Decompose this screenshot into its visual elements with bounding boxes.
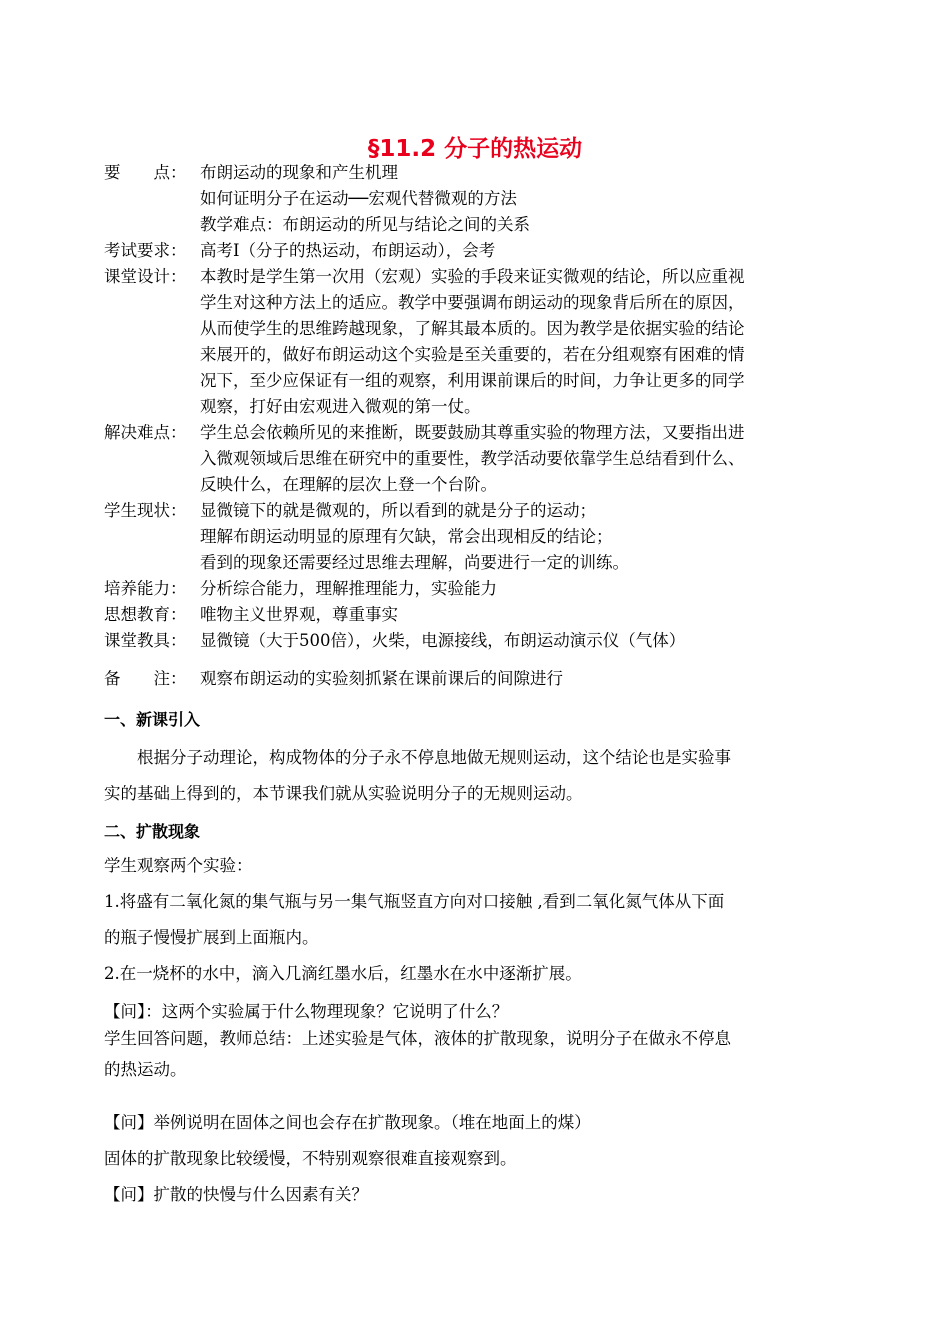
question-1: [104, 998, 849, 1025]
meta-line: 布朗运动的现象和产生机理: [200, 163, 398, 182]
meta-label: 课堂教具：: [104, 631, 187, 650]
paragraph-line: 【问】扩散的快慢与什么因素有关？: [104, 1185, 368, 1204]
paragraph-line: 1.将盛有二氧化氮的集气瓶与另一集气瓶竖直方向对口接触 ,看到二氧化氮气体从下面: [104, 892, 725, 911]
paragraph-line: 学生回答问题，教师总结：上述实验是气体，液体的扩散现象，说明分子在做永不停息: [104, 1029, 731, 1048]
meta-thought: [104, 602, 864, 628]
paragraph-line: 固体的扩散现象比较缓慢，不特别观察很难直接观察到。: [104, 1149, 517, 1168]
paragraph-line: 的瓶子慢慢扩展到上面瓶内。: [104, 928, 319, 947]
meta-label: 要 点：: [104, 163, 187, 182]
meta-label: 课堂设计：: [104, 267, 187, 286]
experiment-2: [104, 956, 849, 992]
section-heading-intro: 一、新课引入: [104, 710, 201, 729]
question-3: [104, 1177, 849, 1213]
answer-2: [104, 1141, 849, 1177]
meta-line: 显微镜下的就是微观的，所以看到的就是分子的运动；: [200, 501, 596, 520]
question-2: [104, 1105, 849, 1141]
meta-line: 如何证明分子在运动──宏观代替微观的方法: [200, 189, 517, 208]
meta-label: 思想教育：: [104, 605, 187, 624]
meta-note: [104, 666, 864, 692]
meta-line: 观察布朗运动的实验刻抓紧在课前课后的间隙进行: [200, 669, 563, 688]
meta-line: 高考Ⅰ（分子的热运动，布朗运动），会考: [200, 241, 496, 260]
meta-line: 况下，至少应保证有一组的观察，利用课前课后的时间，力争让更多的同学: [200, 371, 745, 390]
meta-line: 本教时是学生第一次用（宏观）实验的手段来证实微观的结论，所以应重视: [200, 267, 745, 286]
paragraph-line: 2.在一烧杯的水中，滴入几滴红墨水后，红墨水在水中逐渐扩展。: [104, 964, 582, 983]
meta-students: [104, 498, 864, 576]
meta-line: 学生对这种方法上的适应。教学中要强调布朗运动的现象背后所在的原因，: [200, 293, 745, 312]
answer-1: [104, 1025, 849, 1083]
meta-line: 观察，打好由宏观进入微观的第一仗。: [200, 397, 481, 416]
paragraph-line: 【问】：这两个实验属于什么物理现象？它说明了什么？: [104, 1002, 509, 1021]
meta-key-points: [104, 160, 864, 238]
meta-design: [104, 264, 864, 420]
paragraph-line: 的热运动。: [104, 1060, 187, 1079]
meta-line: 看到的现象还需要经过思维去理解，尚要进行一定的训练。: [200, 553, 629, 572]
paragraph-line: 根据分子动理论，构成物体的分子永不停息地做无规则运动，这个结论也是实验事: [137, 748, 731, 767]
meta-label: 解决难点：: [104, 423, 187, 442]
section-heading-diffusion: 二、扩散现象: [104, 822, 201, 841]
meta-line: 分析综合能力，理解推理能力，实验能力: [200, 579, 497, 598]
meta-line: 入微观领域后思维在研究中的重要性，教学活动要依靠学生总结看到什么、: [200, 449, 745, 468]
meta-difficulty: [104, 420, 864, 498]
meta-line: 反映什么，在理解的层次上登一个台阶。: [200, 475, 497, 494]
meta-line: 理解布朗运动明显的原理有欠缺，常会出现相反的结论；: [200, 527, 613, 546]
meta-line: 从而使学生的思维跨越现象，了解其最本质的。因为教学是依据实验的结论: [200, 319, 745, 338]
lesson-title: §11.2 分子的热运动: [367, 136, 583, 162]
meta-ability: [104, 576, 864, 602]
meta-line: 学生总会依赖所见的来推断，既要鼓励其尊重实验的物理方法，又要指出进: [200, 423, 745, 442]
intro-paragraph: [104, 740, 849, 812]
meta-label: 培养能力：: [104, 579, 187, 598]
meta-exam: [104, 238, 864, 264]
meta-line: 显微镜（大于500倍），火柴，电源接线，布朗运动演示仪（气体）: [200, 631, 686, 650]
observe-line: [104, 848, 849, 884]
meta-tools: [104, 628, 864, 654]
meta-line: 教学难点：布朗运动的所见与结论之间的关系: [200, 215, 530, 234]
meta-label: 学生现状：: [104, 501, 187, 520]
meta-line: 来展开的，做好布朗运动这个实验是至关重要的，若在分组观察有困难的情: [200, 345, 745, 364]
paragraph-line: 学生观察两个实验：: [104, 856, 253, 875]
experiment-1: [104, 884, 849, 956]
lesson-meta: [104, 160, 864, 692]
lesson-body: [104, 706, 849, 1213]
paragraph-line: 【问】举例说明在固体之间也会存在扩散现象。（堆在地面上的煤）: [104, 1113, 591, 1132]
meta-label: 备 注：: [104, 669, 187, 688]
meta-line: 唯物主义世界观，尊重事实: [200, 605, 398, 624]
meta-label: 考试要求：: [104, 241, 187, 260]
paragraph-line: 实的基础上得到的，本节课我们就从实验说明分子的无规则运动。: [104, 784, 583, 803]
